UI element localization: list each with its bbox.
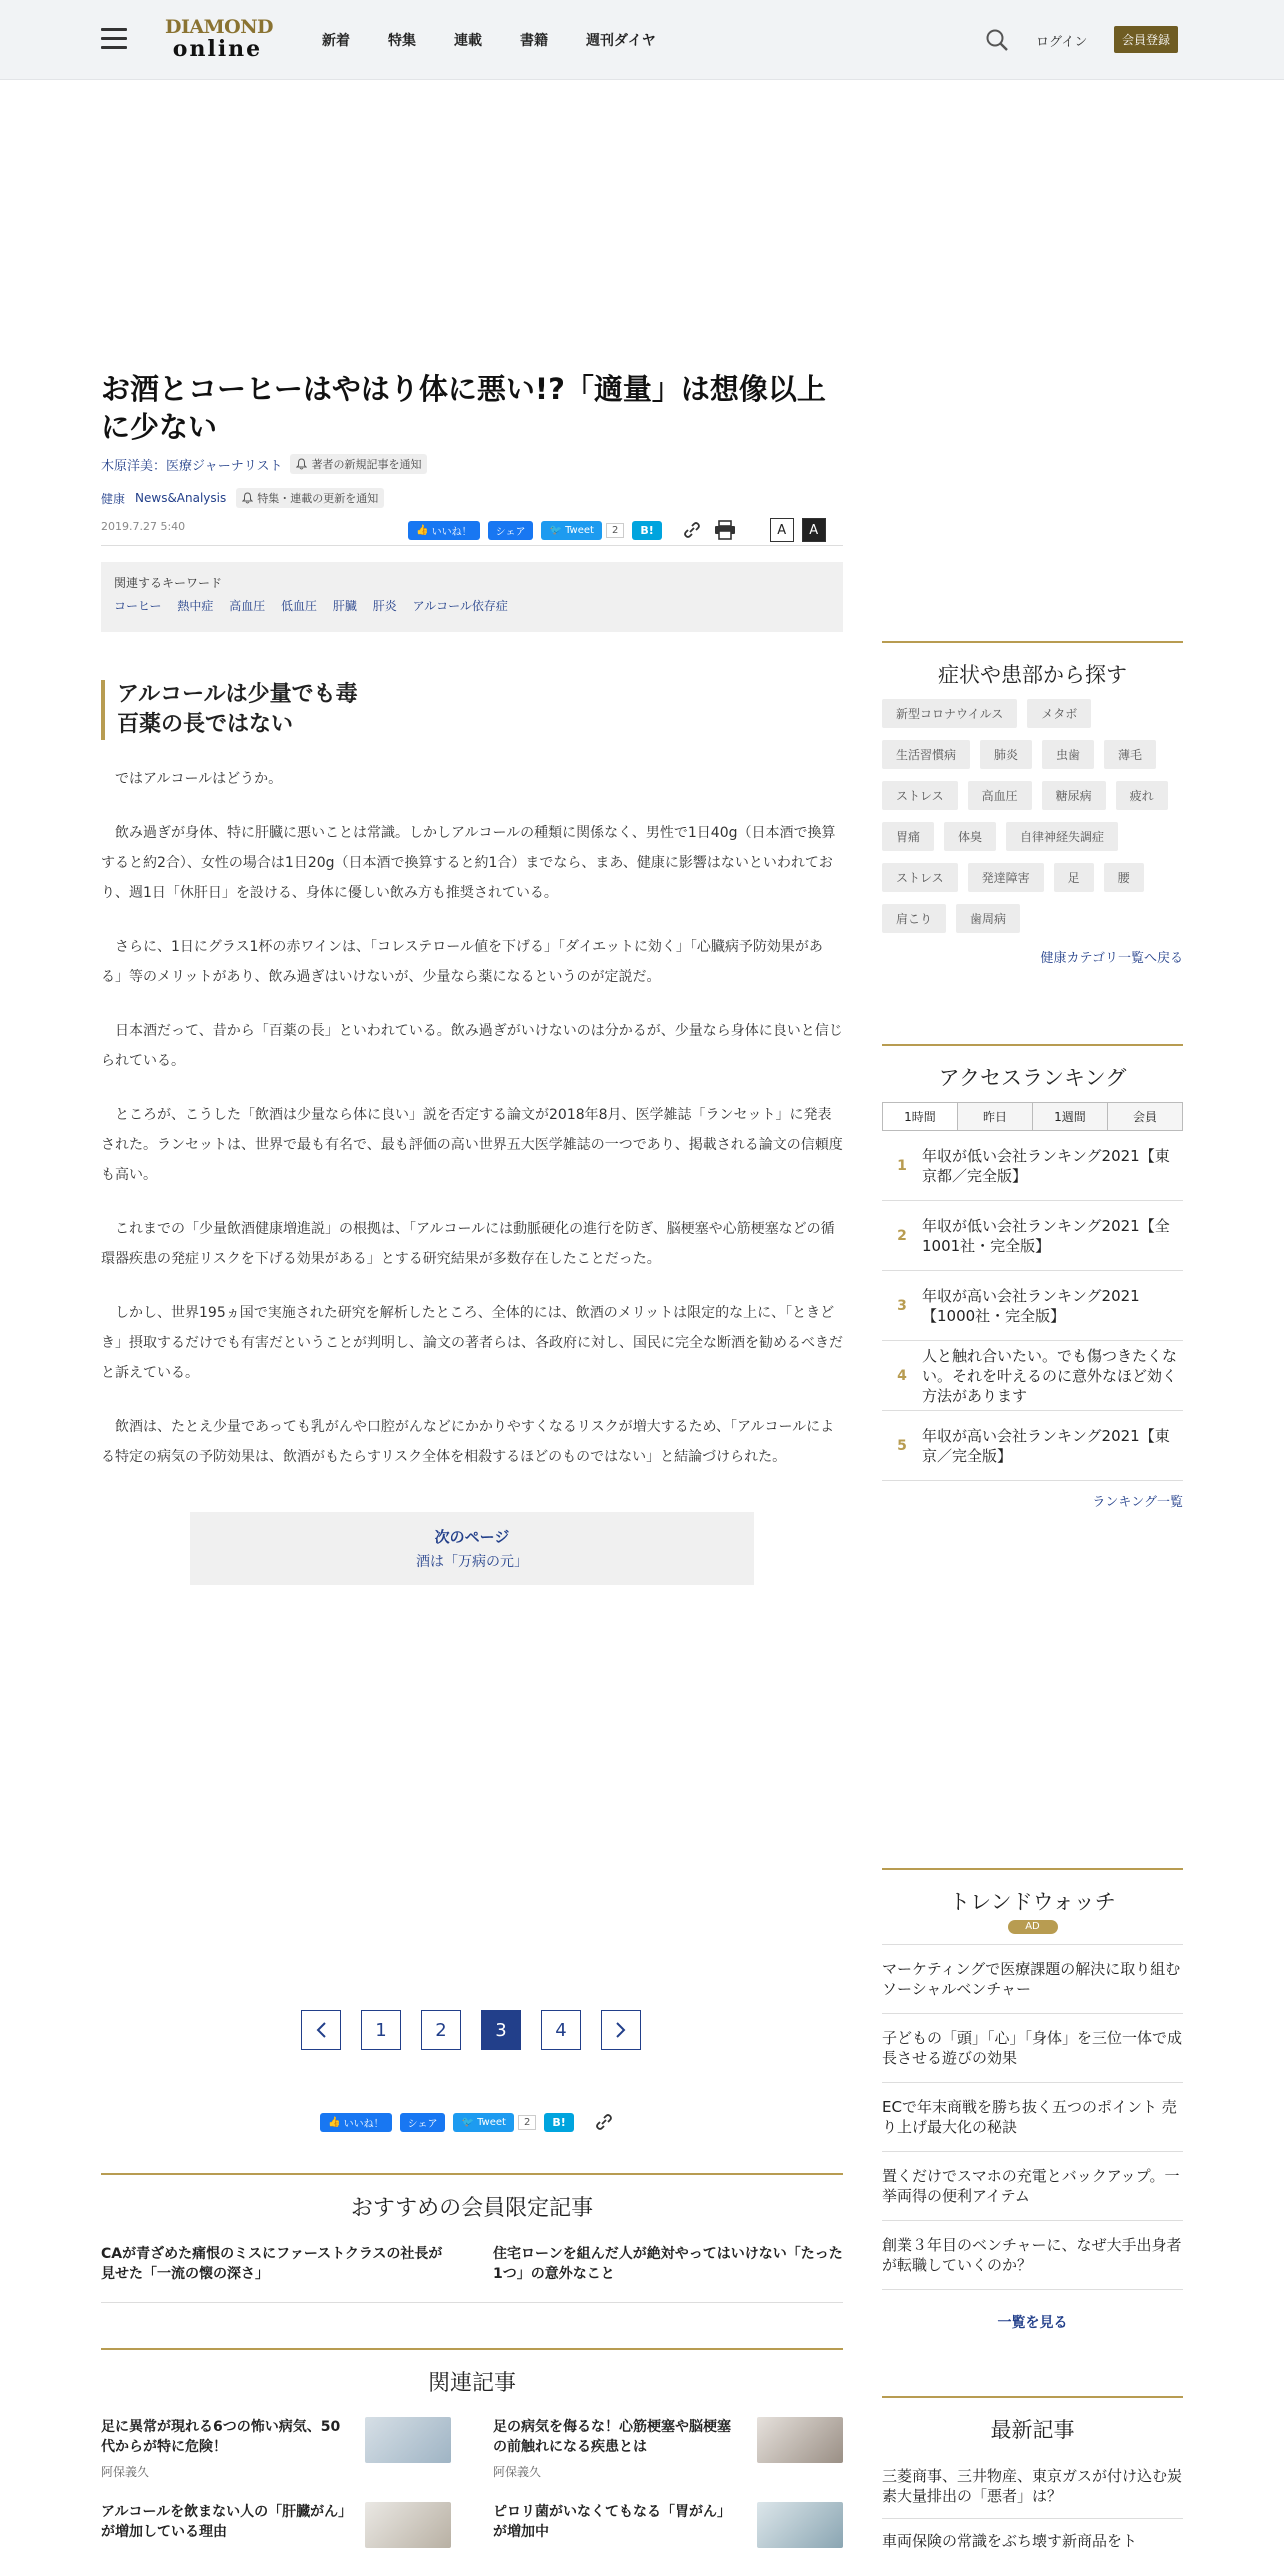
symptom-tag[interactable]: 歯周病 bbox=[956, 904, 1020, 933]
latest-item[interactable]: 車両保険の常識をぶち壊す新商品をト bbox=[882, 2532, 1138, 2550]
link-icon[interactable] bbox=[682, 520, 702, 540]
symptom-tag[interactable]: 発達障害 bbox=[968, 863, 1044, 892]
meta-row bbox=[101, 518, 843, 546]
tab-members[interactable]: 会員 bbox=[1108, 1103, 1182, 1130]
prev-page-button[interactable] bbox=[301, 2010, 341, 2050]
related-item-title: アルコールを飲まない人の「肝臓がん」が増加している理由 bbox=[101, 2504, 346, 2540]
section-heading bbox=[101, 680, 843, 740]
symptom-tag[interactable]: 新型コロナウイルス bbox=[882, 699, 1017, 728]
latest-list bbox=[882, 2454, 1183, 2563]
trend-item[interactable]: マーケティングで医療課題の解決に取り組むソーシャルベンチャー bbox=[882, 1945, 1183, 2014]
ranking-item[interactable] bbox=[882, 1341, 1183, 1411]
rank-number: 3 bbox=[897, 1297, 907, 1314]
font-size-small-button[interactable]: A bbox=[770, 518, 794, 542]
back-to-category-link[interactable]: 健康カテゴリ一覧へ戻る bbox=[1040, 951, 1183, 966]
ranking-widget bbox=[882, 1044, 1183, 1510]
trend-item[interactable]: 置くだけでスマホの充電とバックアップ。一挙両得の便利アイテム bbox=[882, 2152, 1183, 2221]
symptom-tag[interactable]: 足 bbox=[1054, 863, 1094, 892]
article-paragraph: しかし、世界195ヵ国で実施された研究を解析したところ、全体的には、飲酒のメリットは限定的な上に、「ときどき」摂取するだけでも有害だということが判明し、論文の著者らは、各政府に対し、国民に完全な断酒を勧めるべきだと訴えている。 bbox=[101, 1305, 843, 1381]
article-paragraph: さらに、1日にグラス1杯の赤ワインは、「コレステロール値を下げる」「ダイエットに効く」「心臓病予防効果がある」等のメリットがあり、飲み過ぎはいけないが、少量なら薬になるというのが定説だ。 bbox=[101, 939, 823, 985]
ad-badge: AD bbox=[1008, 1920, 1058, 1934]
author-notify-label: 著者の新規記事を通知 bbox=[311, 458, 422, 471]
recommended-title: おすすめの会員限定記事 bbox=[350, 2196, 594, 2221]
trend-more-link[interactable]: 一覧を見る bbox=[997, 2315, 1068, 2331]
page-4-button[interactable]: 4 bbox=[541, 2010, 581, 2050]
symptom-tag[interactable]: 高血圧 bbox=[968, 781, 1032, 810]
rank-title: 年収が高い会社ランキング2021【1000社・完全版】 bbox=[922, 1286, 1140, 1325]
category-health[interactable]: 健康 bbox=[101, 491, 126, 506]
ranking-item[interactable] bbox=[882, 1271, 1183, 1341]
article-paragraph: これまでの「少量飲酒健康増進説」の根拠は、「アルコールには動脈硬化の進行を防ぎ、脳梗塞や心筋梗塞などの循環器疾患の発症リスクを下げる効果がある」とする研究結果が多数存在したことだった。 bbox=[101, 1221, 835, 1267]
article-title: お酒とコーヒーはやはり体に悪い!?「適量」は想像以上に少ない bbox=[101, 372, 826, 444]
keyword-link[interactable]: 熱中症 bbox=[177, 599, 214, 613]
next-page-label: 次のページ bbox=[434, 1528, 510, 1546]
tab-yesterday[interactable]: 昨日 bbox=[958, 1103, 1033, 1130]
like-label: いいね！ bbox=[431, 526, 472, 538]
keyword-link[interactable]: アルコール依存症 bbox=[412, 599, 508, 613]
related-item-title: ピロリ菌がいなくてもなる「胃がん」が増加中 bbox=[493, 2504, 731, 2540]
related-list bbox=[101, 2417, 843, 2568]
nav-new[interactable]: 新着 bbox=[322, 33, 350, 49]
related-item-author: 阿保義久 bbox=[493, 2465, 542, 2479]
article-paragraph: 飲み過ぎが身体、特に肝臓に悪いことは常識。しかしアルコールの種類に関係なく、男性で1日40g（日本酒で換算すると約2合）、女性の場合は1日20g（日本酒で換算すると約1合）までなら、まあ、健康に影響はないといわれており、週1日「休肝日」を設ける、身体に優しい飲み方も推奨されている。 bbox=[101, 825, 836, 901]
pagination bbox=[301, 2010, 661, 2050]
symptom-tag[interactable]: ストレス bbox=[882, 863, 958, 892]
recommended-list bbox=[101, 2244, 843, 2284]
rank-title: 人と触れ合いたい。でも傷つきたくない。それを叶えるのに意外なほど効く方法があります bbox=[922, 1346, 1178, 1405]
ranking-item[interactable] bbox=[882, 1411, 1183, 1481]
related-item-title: 足に異常が現れる6つの怖い病気、50代からが特に危険！ bbox=[101, 2419, 341, 2455]
rank-number: 5 bbox=[897, 1437, 907, 1454]
ranking-item[interactable] bbox=[882, 1201, 1183, 1271]
trend-item[interactable]: 創業３年目のベンチャーに、なぜ大手出身者が転職していくのか？ bbox=[882, 2221, 1183, 2290]
section-heading-line1: アルコールは少量でも毒 bbox=[117, 682, 358, 707]
link-icon[interactable] bbox=[594, 2112, 614, 2132]
keyword-link[interactable]: 高血圧 bbox=[229, 599, 266, 613]
section-heading-line2: 百薬の長ではない bbox=[117, 712, 294, 737]
symptom-tags bbox=[882, 699, 1183, 945]
symptom-tag[interactable]: メタボ bbox=[1027, 699, 1091, 728]
next-page-link[interactable] bbox=[190, 1512, 754, 1585]
symptom-tag[interactable]: 肺炎 bbox=[980, 740, 1032, 769]
related-thumbnail bbox=[757, 2417, 843, 2463]
logo-line1: DIAMOND bbox=[165, 16, 274, 38]
article-paragraph: ところが、こうした「飲酒は少量なら体に良い」説を否定する論文が2018年8月、医学雑誌「ランセット」に発表された。ランセットは、世界で最も有名で、最も評価の高い世界五大医学雑誌の一つであり、掲載される論文の信頼度も高い。 bbox=[101, 1107, 843, 1183]
trend-title: トレンドウォッチ bbox=[949, 1890, 1116, 1914]
symptom-tag[interactable]: 腰 bbox=[1104, 863, 1144, 892]
symptom-tag[interactable]: 胃痛 bbox=[882, 822, 934, 851]
symptom-tag[interactable]: 自律神経失調症 bbox=[1006, 822, 1118, 851]
trend-widget bbox=[882, 1868, 1183, 2354]
recommended-item[interactable]: CAが青ざめた痛恨のミスにファーストクラスの社長が見せた「一流の懐の深さ」 bbox=[101, 2246, 443, 2282]
nav-series[interactable]: 連載 bbox=[454, 33, 482, 49]
site-logo[interactable] bbox=[165, 16, 274, 62]
search-icon[interactable] bbox=[985, 28, 1009, 52]
chevron-left-icon bbox=[315, 2021, 327, 2039]
article bbox=[101, 370, 843, 1585]
symptom-tag[interactable]: 生活習慣病 bbox=[882, 740, 970, 769]
related-item[interactable] bbox=[101, 2417, 451, 2480]
rank-title: 年収が低い会社ランキング2021【東京都／完全版】 bbox=[922, 1146, 1170, 1185]
nav-books[interactable]: 書籍 bbox=[520, 33, 548, 49]
print-icon[interactable] bbox=[714, 520, 736, 540]
category-notify-button[interactable] bbox=[236, 488, 384, 508]
share-bar bbox=[408, 518, 826, 542]
trend-list bbox=[882, 1944, 1183, 2290]
next-page-button[interactable] bbox=[601, 2010, 641, 2050]
keyword-link[interactable]: 肝炎 bbox=[372, 599, 397, 613]
latest-title: 最新記事 bbox=[990, 2418, 1075, 2442]
related-section bbox=[101, 2348, 843, 2568]
keyword-box bbox=[101, 562, 843, 632]
ranking-item[interactable] bbox=[882, 1131, 1183, 1201]
hatena-button[interactable]: B! bbox=[544, 2113, 573, 2132]
related-title: 関連記事 bbox=[427, 2371, 516, 2396]
rank-number: 4 bbox=[897, 1367, 907, 1384]
author-link[interactable]: 木原洋美：医療ジャーナリスト bbox=[101, 458, 283, 474]
symptoms-title: 症状や患部から探す bbox=[938, 663, 1127, 687]
rank-number: 1 bbox=[897, 1157, 907, 1174]
signup-button[interactable]: 会員登録 bbox=[1114, 26, 1178, 53]
tab-1week[interactable]: 1週間 bbox=[1033, 1103, 1108, 1130]
symptom-tag[interactable]: 虫歯 bbox=[1042, 740, 1094, 769]
related-item[interactable] bbox=[101, 2502, 451, 2548]
tweet-button[interactable]: 🐦 Tweet bbox=[453, 2113, 514, 2132]
tweet-count: 2 bbox=[606, 523, 624, 538]
symptoms-widget bbox=[882, 641, 1183, 966]
menu-icon[interactable] bbox=[101, 28, 127, 50]
keyword-link[interactable]: 肝臓 bbox=[332, 599, 357, 613]
logo-line2: online bbox=[172, 36, 263, 62]
publish-date: 2019.7.27 5:40 bbox=[101, 520, 186, 533]
tweet-label: Tweet bbox=[565, 524, 594, 536]
author-notify-button[interactable] bbox=[290, 454, 427, 474]
category-notify-label: 特集・連載の更新を通知 bbox=[257, 492, 379, 505]
related-item-author: 阿保義久 bbox=[101, 2465, 150, 2479]
tweet-button[interactable]: 🐦 Tweet bbox=[541, 521, 602, 540]
page-1-button[interactable]: 1 bbox=[361, 2010, 401, 2050]
next-page-title: 酒は「万病の元」 bbox=[416, 1554, 528, 1570]
site-header bbox=[0, 0, 1284, 80]
font-size-large-button[interactable]: A bbox=[802, 518, 826, 542]
keywords-title: 関連するキーワード bbox=[114, 576, 223, 590]
main-nav bbox=[322, 30, 694, 50]
related-thumbnail bbox=[757, 2502, 843, 2548]
page-2-button[interactable]: 2 bbox=[421, 2010, 461, 2050]
bell-icon bbox=[242, 492, 253, 504]
symptom-tag[interactable]: 体臭 bbox=[944, 822, 996, 851]
keyword-link[interactable]: コーヒー bbox=[114, 599, 162, 613]
symptom-tag[interactable]: 薄毛 bbox=[1104, 740, 1156, 769]
hatena-button[interactable]: B! bbox=[632, 521, 661, 540]
rank-title: 年収が高い会社ランキング2021【東京／完全版】 bbox=[922, 1426, 1170, 1465]
divider bbox=[101, 2302, 843, 2303]
chevron-right-icon bbox=[615, 2021, 627, 2039]
share-bar-bottom bbox=[320, 2112, 614, 2132]
article-paragraph: 飲酒は、たとえ少量であっても乳がんや口腔がんなどにかかりやすくなるリスクが増大するため、「アルコールによる特定の病気の予防効果は、飲酒がもたらすリスク全体を相殺するほどのものではない」と結論づけられた。 bbox=[101, 1419, 835, 1465]
tweet-count: 2 bbox=[518, 2115, 536, 2130]
article-paragraph: ではアルコールはどうか。 bbox=[115, 771, 283, 787]
ranking-title: アクセスランキング bbox=[938, 1066, 1127, 1090]
ranking-tabs bbox=[882, 1102, 1183, 1131]
rank-title: 年収が低い会社ランキング2021【全1001社・完全版】 bbox=[922, 1216, 1170, 1255]
tab-1hour[interactable]: 1時間 bbox=[883, 1103, 958, 1130]
symptom-tag[interactable]: 疲れ bbox=[1116, 781, 1168, 810]
facebook-share-button[interactable]: シェア bbox=[400, 2113, 446, 2132]
author-row bbox=[101, 454, 843, 474]
recommended-item[interactable]: 住宅ローンを組んだ人が絶対やってはいけない「たった1つ」の意外なこと bbox=[493, 2246, 843, 2282]
page-3-button[interactable]: 3 bbox=[481, 2010, 521, 2050]
login-link[interactable]: ログイン bbox=[1036, 35, 1088, 50]
nav-features[interactable]: 特集 bbox=[388, 33, 416, 49]
ranking-more-link[interactable]: ランキング一覧 bbox=[1092, 1495, 1183, 1510]
like-label: いいね！ bbox=[343, 2118, 384, 2130]
symptom-tag[interactable]: ストレス bbox=[882, 781, 958, 810]
related-thumbnail bbox=[365, 2502, 451, 2548]
tweet-label: Tweet bbox=[477, 2116, 506, 2128]
rank-number: 2 bbox=[897, 1227, 907, 1244]
article-paragraph: 日本酒だって、昔から「百薬の長」といわれている。飲み過ぎがいけないのは分かるが、少量なら身体に良いと信じられている。 bbox=[101, 1023, 843, 1069]
facebook-share-button[interactable]: シェア bbox=[488, 521, 534, 540]
symptom-tag[interactable]: 糖尿病 bbox=[1042, 781, 1106, 810]
keyword-list bbox=[114, 597, 830, 614]
bell-icon bbox=[296, 458, 307, 470]
recommended-section bbox=[101, 2173, 843, 2303]
symptom-tag[interactable]: 肩こり bbox=[882, 904, 946, 933]
related-item[interactable] bbox=[493, 2417, 843, 2480]
related-item-title: 足の病気を侮るな！心筋梗塞や脳梗塞の前触れになる疾患とは bbox=[493, 2419, 731, 2455]
latest-widget bbox=[882, 2396, 1183, 2563]
category-news[interactable]: News&Analysis bbox=[135, 491, 227, 505]
category-row bbox=[101, 488, 843, 508]
trend-item[interactable]: ECで年末商戦を勝ち抜く五つのポイント 売り上げ最大化の秘訣 bbox=[882, 2083, 1183, 2152]
latest-item[interactable]: 三菱商事、三井物産、東京ガスが付け込む炭素大量排出の「悪者」は？ bbox=[882, 2454, 1183, 2519]
related-thumbnail bbox=[365, 2417, 451, 2463]
trend-item[interactable]: 子どもの「頭」「心」「身体」を三位一体で成長させる遊びの効果 bbox=[882, 2014, 1183, 2083]
facebook-like-button[interactable]: 👍 いいね！ bbox=[320, 2113, 392, 2132]
keyword-link[interactable]: 低血圧 bbox=[281, 599, 318, 613]
facebook-like-button[interactable]: 👍 いいね！ bbox=[408, 521, 480, 540]
related-item[interactable] bbox=[493, 2502, 843, 2548]
nav-weekly[interactable]: 週刊ダイヤ bbox=[586, 33, 656, 49]
